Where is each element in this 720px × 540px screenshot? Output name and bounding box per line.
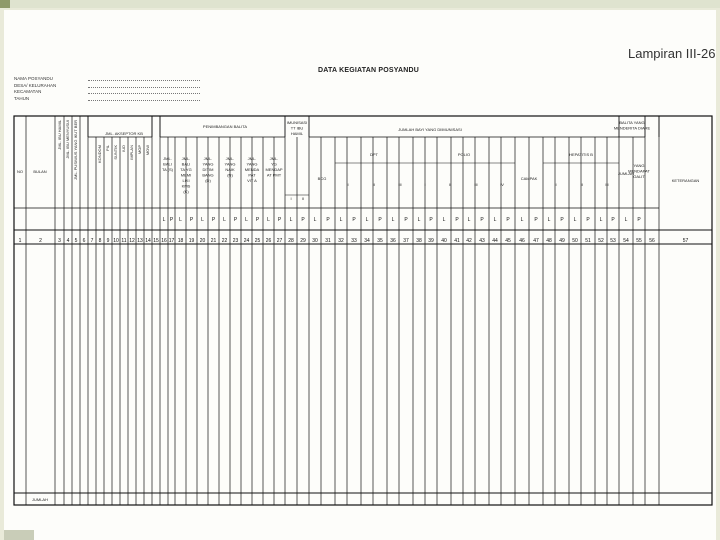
header-kb-5: MOP	[137, 145, 142, 155]
header-penimbangan-col: AT PMT	[266, 172, 282, 178]
column-number: 25	[254, 238, 261, 244]
column-number: 33	[351, 238, 357, 244]
header-balita-diare: MENDERITA DIARE	[613, 125, 651, 131]
column-number: 35	[377, 238, 383, 244]
header-imunisasi-ibu: IMUNISASI	[286, 120, 308, 125]
header-penimbangan-col: TA (S)	[161, 167, 174, 172]
column-number: 16	[161, 238, 167, 244]
column-number: 52	[598, 238, 604, 244]
column-number: 44	[492, 238, 498, 244]
lp-label: L	[417, 217, 421, 223]
header-penimbangan-col: JML.	[163, 156, 172, 161]
header-pus-wus: JML. PUS/WUS YANG IKUT BER	[73, 120, 78, 181]
column-number: 10	[113, 238, 119, 244]
header-penimbangan-col: BANG	[202, 172, 214, 178]
header-polio-dose: IV	[500, 182, 504, 187]
header-imunisasi-ibu: TT IBU	[290, 125, 304, 131]
column-number: 12	[129, 238, 135, 244]
lp-label: L	[245, 217, 248, 223]
header-penimbangan-col: NAIK	[225, 167, 235, 172]
header-keterangan: KETERANGAN	[671, 178, 700, 183]
column-number: 43	[479, 238, 485, 244]
header-diare-oralit: OALIT	[633, 174, 645, 179]
header-penimbangan-col: JML.	[203, 156, 213, 161]
column-number: 49	[559, 238, 565, 244]
header-bulan: BULAN	[33, 169, 47, 174]
header-penimbangan-col: MENDAP	[265, 167, 283, 172]
header-penimbangan-col: TA YG	[180, 167, 192, 172]
lp-label: P	[534, 217, 538, 223]
column-number: 31	[325, 238, 331, 244]
column-number: 5	[74, 238, 78, 244]
header-penimbangan-col: (D)	[205, 178, 211, 183]
lp-label: P	[233, 217, 238, 223]
column-number: 48	[546, 238, 552, 244]
lampiran-label: Lampiran III-26	[628, 46, 716, 61]
header-campak: CAMPAK	[520, 176, 538, 181]
header-penimbangan: PENIMBANGAN BALITA	[202, 124, 248, 129]
lp-label: P	[404, 217, 408, 223]
column-number: 15	[153, 238, 159, 244]
header-hep-dose: I	[555, 182, 557, 187]
header-dpt-dose: II	[372, 182, 376, 187]
lp-label: L	[365, 217, 369, 223]
header-polio-dose: III	[474, 182, 478, 187]
column-number: 21	[210, 238, 217, 244]
header-jumlah-bayi: JUMLAH BAYI YANG DIIMUNISASI	[398, 127, 462, 132]
header-penimbangan-col: VIT A	[247, 178, 257, 183]
column-number: 4	[66, 238, 70, 244]
header-diare-oralit: MENDAPAT	[628, 168, 650, 174]
lp-label: P	[255, 217, 260, 223]
lp-label: L	[339, 217, 343, 223]
header-polio: POLIO	[457, 152, 471, 157]
header-dpt: DPT	[370, 152, 378, 157]
header-dpt-dose: III	[398, 182, 402, 187]
header-hep-dose: III	[605, 182, 609, 187]
info-field-label: KECAMATAN	[14, 89, 42, 94]
header-hepatitis: HEPATITIS B	[569, 152, 593, 157]
info-field-label: TAHUN	[14, 95, 30, 101]
header-tt-2: II	[301, 196, 305, 201]
column-number: 20	[199, 238, 206, 244]
total-row-label: JUMLAH	[31, 497, 49, 502]
header-balita-diare: BALITA YANG	[619, 120, 645, 125]
header-penimbangan-col: KMS	[181, 183, 191, 189]
header-dpt-dose: I	[347, 182, 349, 187]
header-kb-0: KONDOM	[97, 145, 102, 163]
column-number: 29	[300, 238, 306, 244]
column-number: 47	[533, 238, 539, 244]
column-number: 22	[221, 238, 228, 244]
column-number: 2	[39, 238, 42, 244]
column-number: 38	[416, 238, 422, 244]
lp-label: P	[586, 217, 590, 223]
header-penimbangan-col: JML.	[269, 156, 279, 161]
lp-label: L	[520, 217, 524, 223]
column-number: 26	[265, 238, 272, 244]
header-polio-dose: I	[424, 182, 426, 187]
column-number: 40	[441, 238, 447, 244]
info-field-label: NAMA POSYANDU	[14, 76, 53, 81]
column-number: 30	[312, 238, 318, 244]
lp-label: P	[211, 217, 216, 223]
header-penimbangan-col: MENDA	[244, 167, 260, 172]
lp-label: L	[467, 217, 471, 223]
header-penimbangan-col: JML.	[181, 156, 191, 161]
lp-label: L	[573, 217, 577, 223]
header-ibu-hamil: JML. IBU HAMIL	[57, 120, 62, 150]
column-number: 9	[106, 238, 110, 244]
lp-label: L	[223, 217, 226, 223]
header-penimbangan-col: YANG	[224, 161, 236, 167]
header-ibu-menyusui: JML. IBU MENYUSUI	[65, 120, 70, 159]
header-penimbangan-col: BALI	[181, 161, 191, 167]
column-number: 55	[636, 238, 642, 244]
header-penimbangan-col: JML.	[225, 156, 235, 161]
form-title: DATA KEGIATAN POSYANDU	[318, 67, 419, 74]
header-kb-6: MOW	[145, 145, 150, 156]
lp-label: L	[179, 217, 182, 223]
column-number: 11	[121, 238, 127, 244]
column-number: 39	[428, 238, 434, 244]
column-number: 34	[364, 238, 370, 244]
column-number: 1	[18, 238, 22, 244]
lp-label: L	[313, 217, 317, 223]
header-diare-oralit: YANG	[633, 163, 645, 168]
column-number: 46	[519, 238, 525, 244]
column-number: 32	[338, 238, 344, 244]
header-penimbangan-col: YG	[271, 161, 277, 167]
lp-label: L	[267, 217, 270, 223]
header-penimbangan-col: YANG	[246, 161, 258, 167]
column-number: 41	[454, 238, 460, 244]
lp-label: P	[169, 217, 174, 223]
column-number: 53	[610, 238, 616, 244]
lp-label: L	[599, 217, 603, 223]
header-tt-1: I	[290, 196, 292, 201]
info-field-label: DESA/ KELURAHAN	[14, 82, 57, 88]
header-polio-dose: II	[448, 182, 452, 187]
column-number: 14	[145, 238, 151, 244]
header-kb-2: SUNTIK	[113, 145, 118, 160]
lp-label: P	[189, 217, 194, 223]
lp-label: P	[480, 217, 484, 223]
header-penimbangan-col: BALI	[163, 161, 172, 167]
column-number: 57	[682, 238, 689, 244]
header-penimbangan-col: JML.	[247, 156, 257, 161]
lp-label: P	[429, 217, 433, 223]
header-penimbangan-col: DITIM	[202, 167, 214, 172]
column-number: 19	[188, 238, 195, 244]
column-number: 50	[572, 238, 578, 244]
column-number: 13	[137, 238, 143, 244]
column-number: 37	[403, 238, 409, 244]
lp-label: P	[637, 217, 641, 223]
lp-label: L	[624, 217, 628, 223]
lp-label: L	[162, 217, 166, 223]
column-number: 8	[98, 238, 102, 244]
column-number: 36	[390, 238, 396, 244]
column-number: 7	[90, 238, 94, 244]
column-number: 45	[505, 238, 511, 244]
header-penimbangan-col: MEMI	[180, 172, 192, 178]
header-imunisasi-ibu: HAMIL	[290, 131, 304, 136]
column-number: 17	[168, 238, 175, 244]
lp-label: L	[493, 217, 497, 223]
column-number: 24	[243, 238, 250, 244]
header-penimbangan-col: (N)	[227, 172, 233, 178]
header-kb-4: IMPLAN	[129, 145, 134, 160]
header-akseptor: JML. AKSEPTOR KB	[105, 131, 143, 136]
lp-label: P	[378, 217, 382, 223]
header-penimbangan-col: LIKI	[182, 178, 190, 183]
lp-label: P	[560, 217, 564, 223]
header-bcg: BCG	[317, 176, 327, 181]
column-number: 27	[276, 238, 283, 244]
lp-label: L	[201, 217, 204, 223]
lp-label: P	[611, 217, 615, 223]
column-number: 56	[649, 238, 655, 244]
lp-label: P	[455, 217, 459, 223]
lp-label: L	[442, 217, 446, 223]
column-number: 18	[177, 238, 184, 244]
lp-label: P	[301, 217, 305, 223]
column-number: 6	[82, 238, 86, 244]
lp-label: P	[352, 217, 356, 223]
header-kb-3: IUD	[121, 145, 126, 152]
column-number: 54	[623, 238, 629, 244]
lp-label: P	[277, 217, 282, 223]
lp-label: L	[547, 217, 551, 223]
header-kb-1: PIL	[105, 145, 110, 152]
header-penimbangan-col: PAT	[248, 172, 256, 178]
header-no: NO	[17, 169, 23, 174]
header-penimbangan-col: YANG	[202, 161, 214, 167]
column-number: 23	[232, 238, 239, 244]
header-hep-dose: II	[580, 182, 584, 187]
column-number: 42	[466, 238, 472, 244]
column-number: 3	[58, 238, 61, 244]
lp-label: L	[391, 217, 395, 223]
header-penimbangan-col: (K)	[183, 189, 189, 194]
header-diare-jumlah: JUMLAH	[617, 171, 635, 176]
lp-label: L	[289, 217, 293, 223]
lp-label: P	[506, 217, 510, 223]
column-number: 28	[288, 238, 294, 244]
column-number: 51	[585, 238, 591, 244]
lp-label: P	[326, 217, 330, 223]
